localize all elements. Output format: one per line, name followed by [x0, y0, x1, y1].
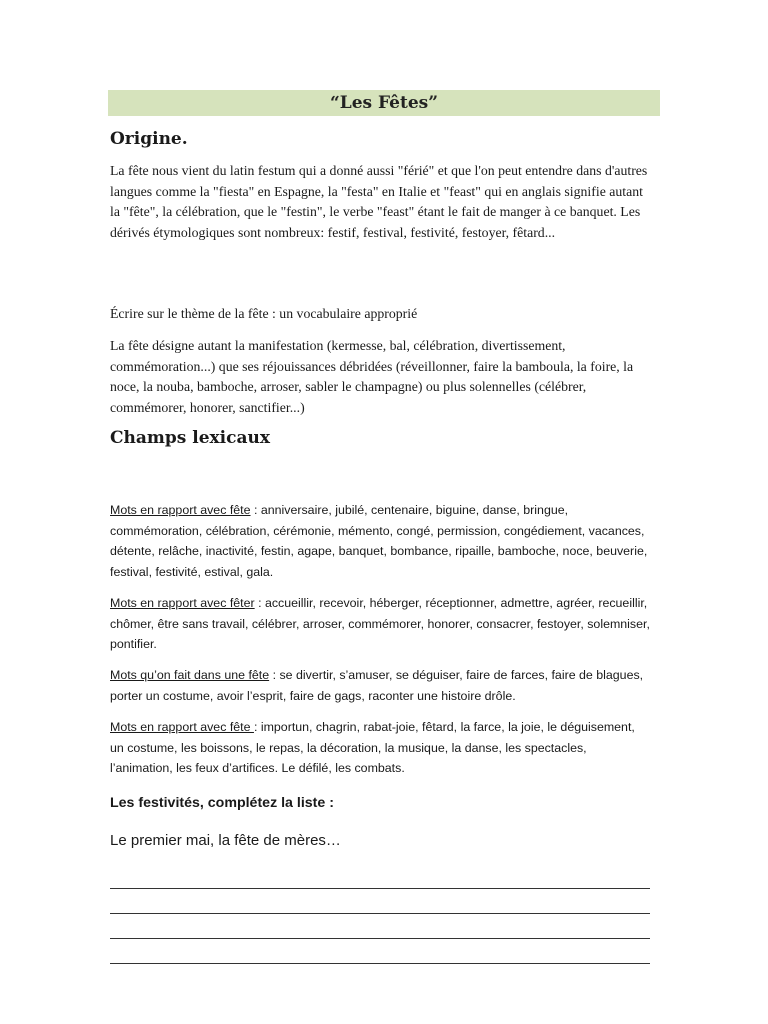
group-label: Mots en rapport avec fêter — [110, 596, 255, 610]
group-text: anniversaire, jubilé, centenaire, biguine, danse, bringue, commémoration, célébration, cérémonie, mémento, congé, permission, congédiement, vacances, détente, relâche, inactivité, festin, agape, banquet, bombance, ripaille, bamboche, noce, beuverie, festival, festivité, estival, gala. — [110, 503, 648, 579]
group-text: se divertir, s’amuser, se déguiser, faire de farces, faire de blagues, porter un costume, avoir l’esprit, faire de gags, raconter une histoire drôle. — [110, 668, 644, 703]
title-banner — [108, 90, 660, 116]
champs-heading: Champs lexicaux — [110, 428, 270, 448]
festivites-heading: Les festivités, complétez la liste : — [110, 795, 334, 811]
group-separator: : — [253, 720, 261, 734]
answer-line-2[interactable] — [110, 913, 650, 914]
answer-line-1[interactable] — [110, 888, 650, 889]
festivites-example: Le premier mai, la fête de mères… — [110, 832, 341, 849]
group-separator: : — [250, 503, 261, 517]
document-title: “Les Fêtes” — [329, 93, 438, 113]
group-text: importun, chagrin, rabat-joie, fêtard, la farce, la joie, le déguisement, un costume, les boissons, le repas, la décoration, la musique, la danse, les spectacles, l’animation, les feux d’artifices. Le défilé, les combats. — [110, 720, 635, 775]
lexical-group-fete-2 — [110, 717, 650, 779]
origine-heading: Origine. — [110, 129, 188, 149]
group-separator: : — [269, 668, 280, 682]
ecrire-paragraph: La fête désigne autant la manifestation (kermesse, bal, célébration, divertissement, commémoration...) que ses réjouissances débridées (réveillonner, faire la bamboula, la foire, la noce, la nouba, bamboche, arroser, sabler le champagne) ou plus solennelles (célébrer, commémorer, honorer, sanctifier...) — [110, 338, 634, 415]
group-label: Mots qu’on fait dans une fête — [110, 668, 270, 682]
lexical-group-feter — [110, 593, 650, 655]
group-label: Mots en rapport avec fête — [110, 720, 254, 734]
group-label: Mots en rapport avec fête — [110, 503, 251, 517]
answer-line-4[interactable] — [110, 963, 650, 964]
group-text: accueillir, recevoir, héberger, réceptionner, admettre, agréer, recueillir, chômer, être sans travail, célébrer, arroser, commémorer, honorer, consacrer, festoyer, solemniser, pontifier. — [110, 596, 650, 651]
lexical-group-fete — [110, 500, 650, 582]
origine-paragraph: La fête nous vient du latin festum qui a donné aussi "férié" et que l'on peut entendre dans d'autres langues comme la "fiesta" en Espagne, la "festa" en Italie et "feast" qui en anglais signifie autant la "fête", la célébration, que le "festin", le verbe "feast" étant le fait de manger à ce banquet. Les dérivés étymologiques sont nombreux: festif, festival, festivité, festoyer, fêtard... — [110, 163, 648, 240]
lexical-group-actions — [110, 665, 650, 706]
group-separator: : — [254, 596, 265, 610]
answer-line-3[interactable] — [110, 938, 650, 939]
ecrire-line: Écrire sur le thème de la fête : un vocabulaire approprié — [110, 306, 418, 321]
